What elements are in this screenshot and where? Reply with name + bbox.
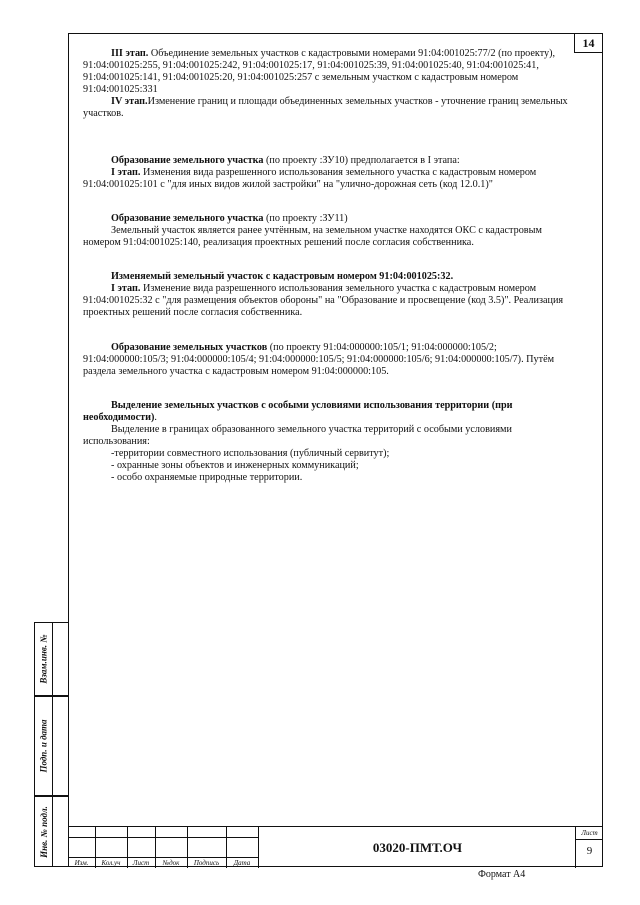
list-item: - особо охраняемые природные территории. [111, 472, 303, 484]
paragraph-zu11-heading: Образование земельного участка (по проекту :ЗУ11) [111, 212, 348, 224]
paragraph-zu10-heading: Образование земельного участка (по проекту :ЗУ10) предполагается в I этапа: [111, 154, 460, 166]
paragraph-special-zones-text: Выделение в границах образованного земельного участка территорий с особыми условиями использования: [83, 423, 512, 448]
side-stamp-replacement: Взам.инв. № [34, 622, 69, 696]
document-body [83, 48, 571, 484]
paragraph-special-zones-heading: Выделение земельных участков с особыми условиями использования территории (при необходимости). [83, 399, 513, 423]
paragraph-zu11-text: Земельный участок является ранее учтённым, на земельном участке находятся ОКС с кадастровым номером 91:04:001025:140, реализация проектных решений после согласия собственника. [83, 224, 542, 249]
paragraph-changed-plot-heading: Изменяемый земельный участок с кадастровым номером 91:04:001025:32. [111, 271, 454, 283]
sheet-number: 9 [586, 845, 593, 857]
paragraph-stage4: IV этап.Изменение границ и площади объединенных земельных участков - уточнение границ земельных участков. [83, 96, 568, 120]
paragraph-zu10-stage1: I этап. Изменения вида разрешенного использования земельного участка с кадастровым номером 91:04:001025:101 с "для иных видов жилой застройки" на "улично-дорожная сеть (код 12.0.1)" [83, 166, 537, 190]
side-stamp-signature-date: Подп. и дата [34, 696, 69, 796]
paragraph-plots-formation: Образование земельных участков (по проекту 91:04:000000:105/1; 91:04:000000:105/2; 91:04:000000:105/3; 91:04:000000:105/4; 91:04:000000:105/5; 91:04:000000:105/6; 91:04:000000:105/7). Путём раздела земельного участка с кадастровым номером 91:04:000000:105. [83, 341, 555, 377]
paragraph-stage3: III этап. Объединение земельных участков с кадастровыми номерами 91:04:001025:77/2 (по проекту), 91:04:001025:255, 91:04:001025:242, 91:04:001025:17, 91:04:001025:39, 91:04:001025:40, 91:04:001025:41, 91:04:001025:141, 91:04:001025:20, 91:04:001025:257 с земельным участком с кадастровым номером 91:04:001025:331 [83, 48, 556, 96]
paragraph-changed-plot-stage1: I этап. Изменение вида разрешенного использования земельного участка с кадастровым номером 91:04:001025:32 с "для размещения объектов обороны" на "Образование и просвещение (код 3.5)". Реализация проектных решений после согласия собственника. [83, 283, 564, 319]
list-item: - охранные зоны объектов и инженерных коммуникаций; [111, 460, 359, 472]
format-label: Формат А4 [478, 869, 526, 880]
page-number-top: 14 [574, 33, 603, 53]
list-item: -территории совместного использования (публичный сервитут); [111, 448, 390, 460]
sheet-box: Лист 9 [575, 827, 603, 868]
document-code: 03020-ПМТ.ОЧ [258, 827, 576, 868]
side-stamp-inventory: Инв. № подл. [34, 796, 69, 867]
title-block: Изм. Кол.уч Лист №док Подпись Дата 03020-ПМТ.ОЧ Лист 9 [68, 826, 603, 867]
